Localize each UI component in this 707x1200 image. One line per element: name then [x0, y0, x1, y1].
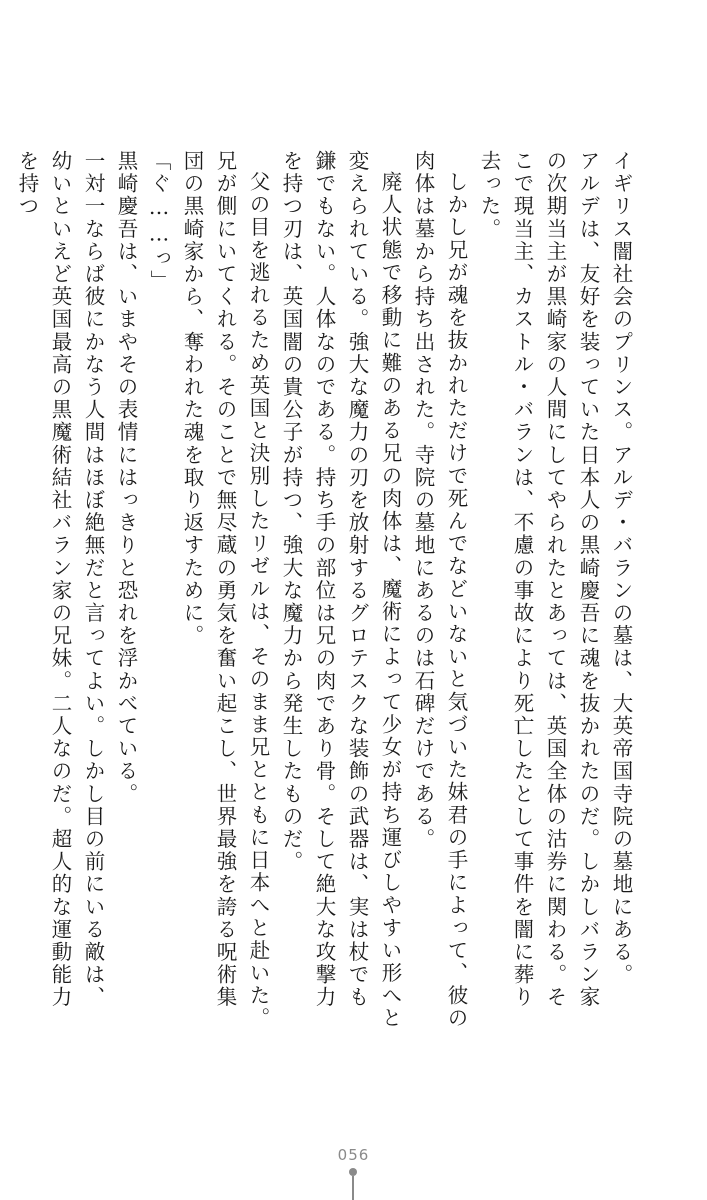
paragraph-8: 一対一ならば彼にかなう人間はほぼ絶無だと言ってよい。しかし目の前にいる敵は、幼いといえど英国最高の黒魔術結社バラン家の兄妹。二人なのだ。超人的な運動能力を持つ [15, 150, 105, 1009]
page-marker-line [352, 1176, 354, 1200]
paragraph-7: 黒崎慶吾は、いまやその表情にはっきりと恐れを浮かべている。 [114, 150, 138, 806]
paragraph-4: 廃人状態で移動に難のある兄の肉体は、魔術によって少女が持ち運びしやすい形へと変えられている。強大な魔力の刃を放射するグロテスクな装飾の武器は、実は杖でも鎌でもない。人体なのである。持ち手の部位は兄の肉であり骨。そして絶大な攻撃力を持つ刃は、英国闇の貴公子が持つ、強大な魔力から発生したものだ。 [279, 150, 402, 1030]
paragraph-5: 父の目を逃れるため英国と決別したリゼルは、そのまま兄とともに日本へと赴いた。兄が側にいてくれる。そのことで無尽蔵の勇気を奮い起こし、世界最強を誇る呪術集団の黒崎家から、奪われた魂を取り返すために。 [180, 150, 270, 1030]
paragraph-1: イギリス闇社会のプリンス。アルデ・バランの墓は、大英帝国寺院の墓地にある。 [609, 150, 633, 987]
paragraph-2: アルデは、友好を装っていた日本人の黒崎慶吾に魂を抜かれたのだ。しかしバラン家の次期当主が黒崎家の人間にしてやられたとあっては、英国全体の沽券に関わる。そこで現当主、カストル・バランは、不慮の事故により死亡したとして事件を闇に葬り去った。 [477, 150, 600, 1009]
page-number: 056 [337, 1146, 370, 1164]
paragraph-3: しかし兄が魂を抜かれただけで死んでなどいないと気づいた妹君の手によって、彼の肉体は墓から持ち出された。寺院の墓地にあるのは石碑だけである。 [411, 150, 468, 1030]
vertical-text-body [15, 150, 637, 1030]
page-marker-dot [349, 1168, 357, 1176]
dialogue-line: 「ぐ……っ」 [147, 150, 171, 293]
